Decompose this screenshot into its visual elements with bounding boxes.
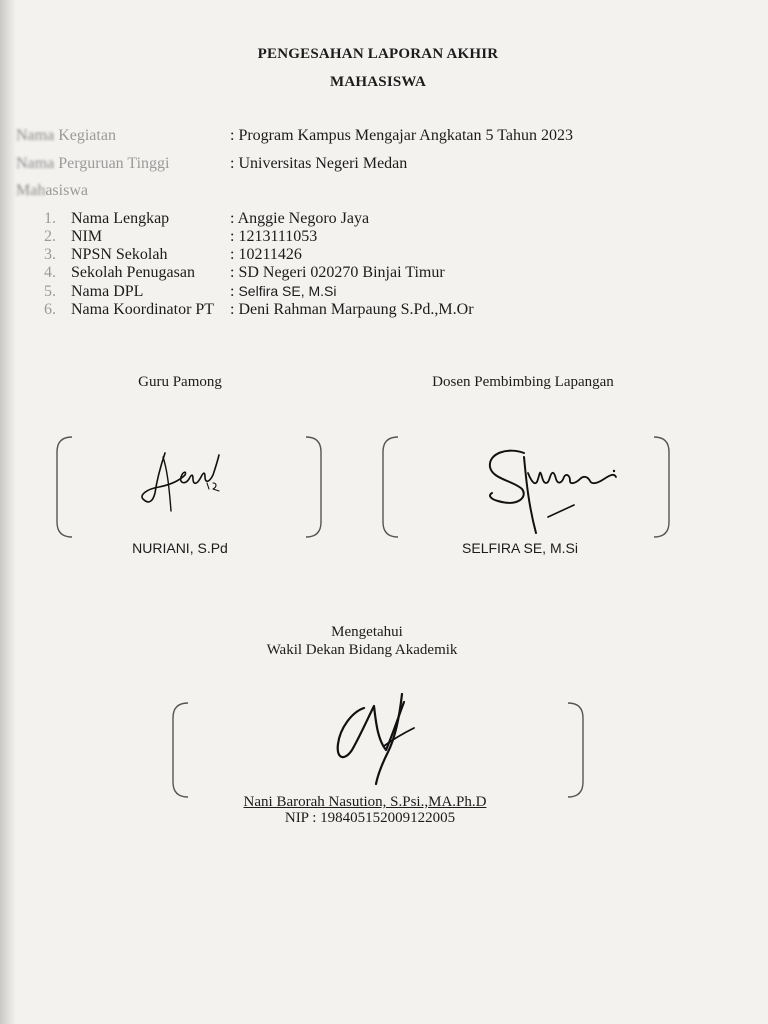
guru-pamong-name: NURIANI, S.Pd	[132, 540, 228, 556]
signature-box-left-bracket	[54, 434, 74, 540]
document-subtitle: MAHASISWA	[330, 74, 426, 90]
label-rest: Perguruan Tinggi	[54, 155, 170, 172]
wakil-dekan-signature-icon	[330, 688, 425, 788]
label-prefix: Mah	[16, 182, 46, 199]
guru-pamong-role: Guru Pamong	[138, 374, 222, 390]
item-value: : 1213111053	[230, 228, 318, 245]
document-title: PENGESAHAN LAPORAN AKHIR	[257, 46, 499, 62]
item-number: 3.	[44, 246, 56, 263]
field-label	[16, 127, 116, 145]
item-number: 6.	[44, 301, 56, 318]
item-value: : SD Negeri 020270 Binjai Timur	[230, 264, 445, 281]
guru-pamong-signature-icon	[135, 445, 230, 520]
signature-box-left-bracket	[170, 700, 190, 800]
item-label: Nama DPL	[71, 283, 144, 300]
signature-box-right-bracket	[652, 434, 672, 540]
item-label: NIM	[71, 228, 103, 245]
approval-label: Mengetahui	[331, 624, 403, 640]
item-number: 1.	[44, 210, 56, 227]
item-value	[230, 283, 336, 301]
approval-position: Wakil Dekan Bidang Akademik	[266, 642, 458, 658]
item-number: 2.	[44, 228, 56, 245]
value-text: Selfira SE, M.Si	[238, 283, 337, 299]
wakil-dekan-name: Nani Barorah Nasution, S.Psi.,MA.Ph.D	[243, 794, 487, 810]
field-value: : Program Kampus Mengajar Angkatan 5 Tahun 2023	[230, 127, 573, 144]
item-value: : Deni Rahman Marpaung S.Pd.,M.Or	[230, 301, 474, 318]
item-value: : Anggie Negoro Jaya	[230, 210, 370, 227]
field-label	[16, 155, 169, 173]
field-value: : Universitas Negeri Medan	[230, 155, 408, 172]
label-prefix: Nama	[16, 155, 55, 172]
signature-box-right-bracket	[304, 434, 324, 540]
label-prefix: Nama	[16, 127, 55, 144]
signature-box-right-bracket	[566, 700, 586, 800]
item-value: : 10211426	[230, 246, 302, 263]
item-label: Sekolah Penugasan	[71, 264, 195, 281]
signature-box-left-bracket	[380, 434, 400, 540]
mahasiswa-label	[16, 182, 88, 200]
dpl-name: SELFIRA SE, M.Si	[462, 540, 578, 556]
label-rest: Kegiatan	[54, 127, 116, 144]
item-number: 5.	[44, 283, 56, 300]
dpl-role: Dosen Pembimbing Lapangan	[432, 374, 614, 390]
item-label: NPSN Sekolah	[71, 246, 168, 263]
dpl-signature-icon	[478, 443, 628, 543]
scan-binding-shadow	[0, 0, 16, 1024]
label-rest: asiswa	[45, 182, 88, 199]
item-label: Nama Lengkap	[71, 210, 170, 227]
wakil-dekan-nip: NIP : 198405152009122005	[284, 810, 456, 826]
item-number: 4.	[44, 264, 56, 281]
item-label: Nama Koordinator PT	[71, 301, 215, 318]
value-colon: :	[230, 283, 239, 300]
